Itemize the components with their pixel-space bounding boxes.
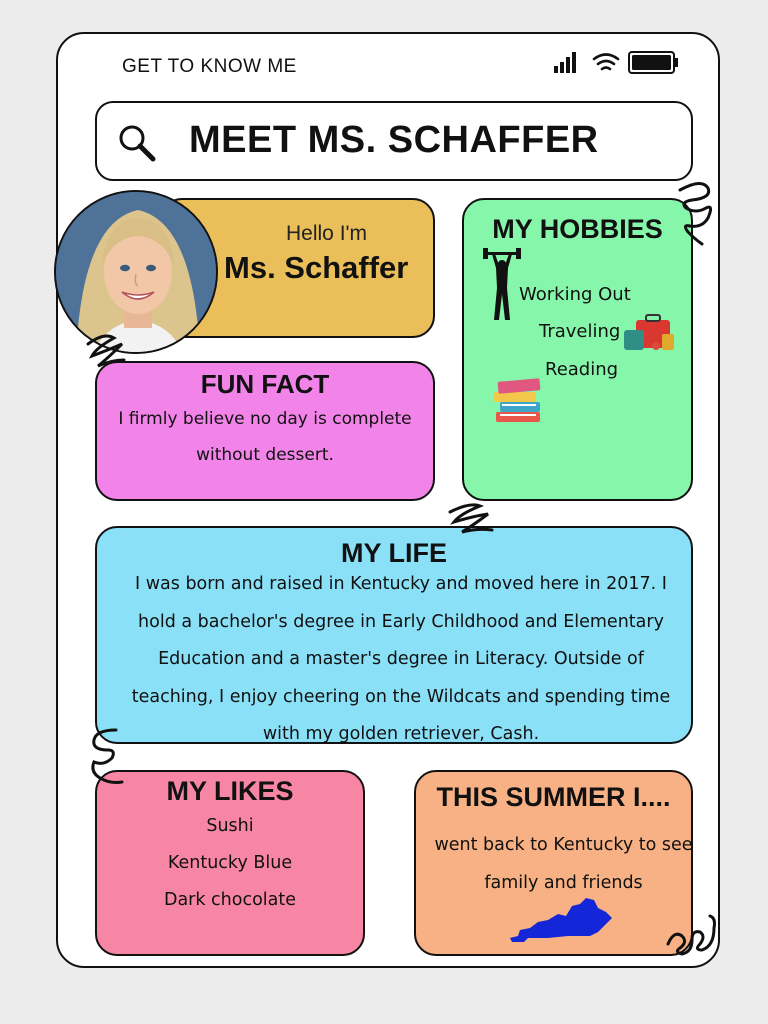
squiggle-decoration (672, 178, 716, 248)
squiggle-decoration (86, 726, 128, 788)
teacher-name: Ms. Schaffer (224, 250, 409, 285)
page-title: MEET MS. SCHAFFER (189, 119, 599, 161)
wifi-icon (594, 55, 618, 70)
likes-title: MY LIKES (166, 776, 294, 806)
luggage-icon (622, 312, 676, 352)
search-icon (115, 121, 159, 165)
fun-fact-title: FUN FACT (200, 369, 330, 399)
hobby-item: Traveling (539, 321, 621, 342)
status-icons (552, 48, 682, 78)
kentucky-map-icon (508, 896, 614, 944)
my-life-card (95, 526, 693, 744)
squiggle-decoration (84, 330, 128, 370)
squiggle-decoration (664, 908, 720, 960)
status-title: GET TO KNOW ME (122, 56, 297, 77)
search-bar[interactable] (95, 101, 693, 181)
likes-card (95, 770, 365, 956)
hobbies-card (462, 198, 693, 501)
my-life-text: I was born and raised in Kentucky and moved here in 2017. I hold a bachelor's degree in Early Childhood and Elementary Education and a master's degree in Literacy. Outside of teaching, I enjoy cheering on the Wildcats and spending time with my golden retriever, Cash. (131, 574, 671, 744)
my-life-title: MY LIFE (340, 538, 447, 568)
hobby-item: Reading (545, 359, 619, 380)
hobby-item: Working Out (519, 284, 631, 305)
summer-title: THIS SUMMER I.... (436, 782, 671, 812)
like-item: Sushi (206, 816, 254, 836)
hobbies-title: MY HOBBIES (492, 214, 663, 244)
like-item: Kentucky Blue (167, 853, 293, 873)
weightlifting-icon (482, 248, 522, 322)
battery-icon (629, 52, 678, 73)
signal-icon (554, 52, 576, 73)
fun-fact-text: I firmly believe no day is complete without dessert. (118, 409, 412, 465)
squiggle-decoration (444, 500, 496, 538)
summer-text: went back to Kentucky to see family and friends (434, 835, 693, 893)
books-icon (492, 376, 544, 424)
summer-card (414, 770, 693, 956)
greeting-text: Hello I'm (286, 222, 368, 245)
fun-fact-card (95, 361, 435, 501)
like-item: Dark chocolate (163, 890, 297, 910)
avatar (54, 190, 218, 354)
portrait-photo (56, 192, 218, 354)
